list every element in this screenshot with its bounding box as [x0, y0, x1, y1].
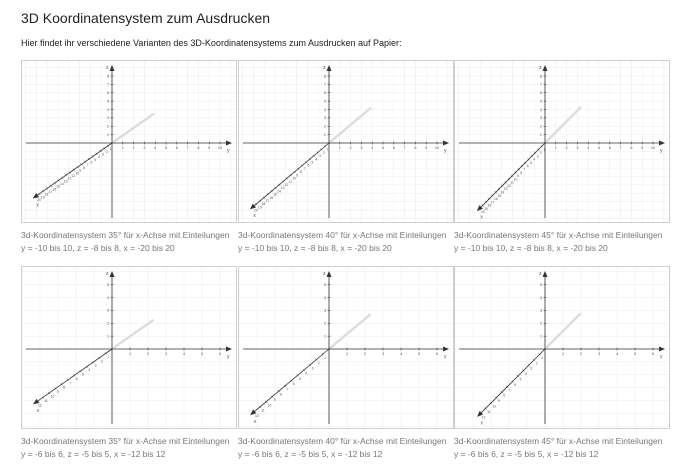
- y-tick-label: 10: [434, 146, 440, 150]
- x-tick-label: 3: [94, 363, 97, 368]
- y-axis-letter: y: [227, 148, 230, 154]
- y-tick-label: 5: [597, 146, 601, 150]
- y-tick-label: 3: [360, 146, 363, 150]
- x-axis: [479, 349, 545, 415]
- coordinate-system-thumbnail[interactable]: [238, 60, 454, 223]
- x-tick-label: 19: [484, 206, 488, 211]
- coordinate-system-thumbnail[interactable]: [238, 266, 454, 429]
- x-tick-label: 3: [311, 366, 314, 371]
- grid: [455, 267, 669, 428]
- x-tick-label: 11: [510, 180, 514, 185]
- x-tick-label: 11: [487, 409, 491, 414]
- z-tick-label: 3: [539, 308, 542, 313]
- x-tick-label: 10: [513, 177, 518, 182]
- x-tick-label: 2: [539, 151, 542, 156]
- z-tick-label: 5: [323, 283, 326, 288]
- page-title: 3D Koordinatensystem zum Ausdrucken: [21, 10, 271, 26]
- card-caption: [454, 435, 670, 461]
- x-tick-label: 13: [63, 179, 68, 184]
- x-tick-label: 18: [44, 192, 49, 197]
- y-tick-label: 8: [630, 146, 633, 150]
- y-tick-label: 4: [371, 146, 374, 150]
- caption-ranges: y = -6 bis 6, z = -5 bis 5, x = -12 bis 12: [238, 449, 383, 459]
- x-tick-label: 6: [90, 160, 93, 165]
- x-tick-label: 1: [107, 354, 110, 359]
- x-tick-label: 15: [497, 193, 502, 198]
- x-tick-label: 11: [261, 408, 265, 413]
- x-tick-label: 1: [543, 147, 546, 152]
- y-tick-label: 3: [143, 146, 146, 150]
- x-tick-label: 9: [79, 168, 81, 173]
- x-tick-label: 1: [541, 355, 543, 360]
- y-axis-letter: y: [444, 354, 447, 360]
- x-tick-label: 19: [257, 205, 262, 210]
- y-tick-label: 4: [154, 146, 157, 150]
- z-tick-label: 2: [323, 124, 326, 129]
- z-tick-label: 4: [106, 295, 109, 300]
- x-tick-label: 8: [520, 170, 523, 175]
- y-tick-label: 1: [561, 352, 565, 356]
- caption-title: 3d-Koordinatensystem 40° für x-Achse mit Einteilungen: [238, 230, 447, 240]
- x-tick-label: 10: [267, 403, 272, 408]
- z-tick-label: 1: [539, 132, 542, 137]
- x-tick-label: 12: [255, 413, 259, 418]
- z-axis-letter: z: [323, 65, 326, 71]
- x-tick-label: 14: [500, 190, 505, 195]
- caption-title: 3d-Koordinatensystem 45° für x-Achse mit Einteilungen: [454, 436, 663, 446]
- grid: [455, 61, 669, 222]
- caption-ranges: y = -10 bis 10, z = -8 bis 8, x = -20 bis 20: [21, 243, 175, 253]
- z-tick-label: 1: [539, 334, 542, 339]
- coordinate-system-card[interactable]: [238, 266, 454, 461]
- x-tick-label: 8: [503, 393, 506, 398]
- x-tick-label: 5: [94, 157, 97, 162]
- z-tick-label: 4: [539, 107, 542, 112]
- x-tick-label: 6: [514, 382, 516, 387]
- x-axis-letter: x: [480, 214, 483, 221]
- card-caption: [21, 229, 237, 255]
- x-tick-label: 7: [508, 388, 511, 393]
- y-tick-label: 10: [650, 146, 656, 150]
- caption-ranges: y = -6 bis 6, z = -5 bis 5, x = -12 bis 12: [21, 449, 166, 459]
- z-tick-label: 1: [323, 334, 326, 339]
- caption-ranges: y = -10 bis 10, z = -8 bis 8, x = -20 bis 20: [238, 243, 392, 253]
- z-tick-label: 4: [323, 295, 326, 300]
- x-tick-label: 8: [280, 392, 283, 397]
- z-tick-label: 8: [539, 74, 542, 79]
- z-tick-label: 1: [106, 132, 109, 137]
- x-axis-letter: x: [36, 408, 40, 415]
- z-tick-label: 8: [323, 74, 326, 79]
- x-tick-label: 1: [109, 147, 112, 152]
- y-tick-label: 6: [608, 146, 611, 150]
- x-tick-label: 4: [524, 372, 527, 377]
- x-tick-label: 4: [88, 368, 91, 373]
- z-axis-arrow: [110, 65, 115, 71]
- x-axis-positive-faint: [329, 314, 371, 349]
- z-tick-label: 1: [323, 132, 326, 137]
- x-tick-label: 17: [490, 200, 495, 205]
- y-tick-label: 2: [132, 146, 135, 150]
- z-tick-label: 4: [323, 107, 326, 112]
- z-axis-letter: z: [539, 271, 542, 277]
- x-tick-label: 7: [303, 166, 306, 171]
- x-tick-label: 11: [71, 173, 75, 178]
- x-tick-label: 10: [292, 176, 297, 181]
- z-tick-label: 5: [539, 283, 542, 288]
- y-tick-label: 5: [417, 352, 421, 356]
- x-tick-label: 10: [50, 394, 55, 399]
- x-tick-label: 6: [526, 164, 529, 169]
- z-axis-letter: z: [539, 65, 542, 71]
- x-tick-label: 8: [299, 170, 302, 175]
- card-caption: [238, 229, 454, 255]
- x-tick-label: 20: [480, 210, 485, 215]
- x-tick-label: 10: [75, 171, 80, 176]
- y-tick-label: 3: [597, 352, 601, 356]
- y-tick-label: 8: [414, 146, 417, 150]
- x-tick-label: 7: [86, 163, 89, 168]
- x-tick-label: 5: [519, 377, 522, 382]
- coordinate-system-diagram: [22, 61, 236, 222]
- x-tick-label: 17: [48, 190, 53, 195]
- x-tick-label: 20: [37, 198, 41, 203]
- y-tick-label: 2: [146, 352, 150, 356]
- x-tick-label: 2: [100, 359, 103, 364]
- y-axis-arrow: [443, 347, 449, 352]
- y-tick-label: 2: [363, 352, 367, 356]
- x-tick-label: 5: [82, 372, 84, 377]
- x-axis-letter: x: [36, 202, 39, 209]
- z-tick-label: 3: [323, 308, 326, 313]
- x-axis-positive-faint: [112, 320, 154, 349]
- x-axis-letter: x: [253, 418, 257, 425]
- x-tick-label: 7: [286, 387, 289, 392]
- x-tick-label: 2: [535, 361, 538, 366]
- grid: [22, 61, 236, 222]
- x-tick-label: 4: [98, 155, 101, 160]
- x-axis-letter: x: [253, 213, 256, 220]
- x-tick-label: 9: [273, 398, 276, 403]
- y-tick-label: 9: [208, 146, 211, 150]
- x-tick-label: 12: [284, 182, 289, 187]
- z-axis-letter: z: [106, 65, 109, 71]
- y-tick-label: 7: [403, 146, 406, 150]
- card-caption: [454, 229, 670, 255]
- y-tick-label: 5: [381, 146, 385, 150]
- coordinate-system-diagram: [239, 267, 453, 428]
- coordinate-system-diagram: [22, 267, 236, 428]
- z-tick-label: 2: [106, 321, 109, 326]
- x-tick-label: 15: [273, 192, 277, 197]
- x-tick-label: 5: [299, 376, 301, 381]
- coordinate-system-card[interactable]: [454, 60, 670, 255]
- caption-title: 3d-Koordinatensystem 35° für x-Achse mit Einteilungen: [21, 230, 230, 240]
- x-tick-label: 18: [487, 203, 492, 208]
- y-tick-label: 4: [182, 352, 186, 356]
- z-tick-label: 5: [106, 283, 109, 288]
- x-tick-label: 19: [40, 195, 45, 200]
- card-caption: [238, 435, 454, 461]
- z-axis-letter: z: [106, 271, 109, 277]
- x-tick-label: 10: [492, 404, 497, 409]
- x-tick-label: 3: [319, 154, 321, 159]
- x-tick-label: 9: [497, 399, 500, 404]
- x-tick-label: 4: [315, 157, 318, 162]
- x-tick-label: 4: [305, 371, 308, 376]
- y-tick-label: 4: [615, 352, 619, 356]
- y-tick-label: 6: [218, 352, 222, 356]
- z-tick-label: 6: [323, 91, 326, 96]
- y-tick-label: 1: [345, 352, 349, 356]
- y-axis-arrow: [226, 347, 232, 352]
- x-tick-label: 12: [38, 403, 42, 408]
- z-tick-label: 5: [539, 99, 542, 104]
- y-tick-label: 4: [587, 146, 590, 150]
- x-tick-label: 3: [530, 366, 533, 371]
- z-tick-label: 6: [539, 91, 542, 96]
- coordinate-system-diagram: [455, 267, 669, 428]
- z-axis-arrow: [327, 65, 332, 71]
- x-tick-label: 2: [322, 150, 325, 155]
- y-tick-label: 6: [175, 146, 178, 150]
- x-tick-label: 6: [75, 376, 78, 381]
- x-tick-label: 12: [67, 176, 72, 181]
- z-tick-label: 3: [106, 308, 109, 313]
- y-tick-label: 1: [128, 352, 132, 356]
- y-axis-letter: y: [660, 354, 663, 360]
- x-tick-label: 12: [507, 183, 511, 188]
- y-tick-label: 8: [197, 146, 200, 150]
- z-tick-label: 7: [106, 82, 109, 87]
- z-tick-label: 5: [323, 99, 326, 104]
- x-tick-label: 11: [44, 398, 48, 403]
- y-tick-label: 6: [651, 352, 655, 356]
- coordinate-system-thumbnail[interactable]: [21, 266, 237, 429]
- z-tick-label: 1: [106, 334, 109, 339]
- x-tick-label: 5: [311, 160, 314, 165]
- x-tick-label: 13: [503, 187, 508, 192]
- intro-text: Hier findet ihr verschiedene Varianten des 3D-Koordinatensystems zum Ausdrucken auf Papier:: [21, 38, 402, 48]
- x-tick-label: 2: [317, 361, 320, 366]
- x-tick-label: 5: [530, 160, 532, 165]
- y-tick-label: 1: [554, 146, 557, 150]
- coordinate-system-thumbnail[interactable]: [454, 60, 670, 223]
- y-tick-label: 5: [633, 352, 637, 356]
- y-tick-label: 2: [349, 146, 352, 150]
- y-tick-label: 6: [435, 352, 439, 356]
- x-tick-label: 4: [533, 157, 536, 162]
- coordinate-system-thumbnail[interactable]: [454, 266, 670, 429]
- x-tick-label: 3: [102, 152, 104, 157]
- z-tick-label: 6: [106, 91, 109, 96]
- y-tick-label: 7: [619, 146, 622, 150]
- x-tick-label: 2: [105, 149, 108, 154]
- coordinate-system-card[interactable]: [21, 60, 237, 255]
- card-caption: [21, 435, 237, 461]
- x-tick-label: 8: [63, 385, 66, 390]
- z-tick-label: 3: [323, 116, 326, 121]
- x-tick-label: 16: [52, 187, 57, 192]
- x-tick-label: 18: [261, 202, 266, 207]
- x-tick-label: 16: [493, 197, 498, 202]
- y-axis-letter: y: [227, 354, 230, 360]
- x-tick-label: 1: [326, 147, 329, 152]
- x-axis-letter: x: [480, 420, 484, 427]
- y-tick-label: 9: [425, 146, 428, 150]
- y-tick-label: 6: [392, 146, 395, 150]
- y-tick-label: 5: [200, 352, 204, 356]
- x-tick-label: 9: [516, 174, 519, 179]
- x-tick-label: 6: [292, 382, 295, 387]
- x-tick-label: 12: [481, 415, 486, 420]
- x-tick-label: 9: [296, 173, 298, 178]
- x-tick-label: 15: [56, 184, 60, 189]
- z-tick-label: 7: [539, 82, 542, 87]
- z-tick-label: 2: [323, 321, 326, 326]
- y-tick-label: 1: [121, 146, 124, 150]
- y-tick-label: 3: [381, 352, 385, 356]
- z-tick-label: 3: [539, 116, 542, 121]
- grid: [22, 267, 236, 428]
- x-tick-label: 8: [82, 165, 85, 170]
- y-tick-label: 10: [217, 146, 223, 150]
- coordinate-system-diagram: [455, 61, 669, 222]
- caption-ranges: y = -10 bis 10, z = -8 bis 8, x = -20 bis 20: [454, 243, 608, 253]
- x-tick-label: 14: [276, 189, 281, 194]
- x-tick-label: 14: [59, 181, 64, 186]
- x-tick-label: 7: [69, 381, 72, 386]
- z-axis-letter: z: [323, 271, 326, 277]
- coordinate-system-thumbnail[interactable]: [21, 60, 237, 223]
- x-axis-positive-faint: [329, 108, 371, 143]
- y-axis-letter: y: [444, 148, 447, 154]
- y-tick-label: 7: [186, 146, 189, 150]
- coordinate-system-diagram: [239, 61, 453, 222]
- y-tick-label: 2: [579, 352, 583, 356]
- coordinate-system-card[interactable]: [21, 266, 237, 461]
- x-tick-label: 3: [536, 154, 539, 159]
- x-tick-label: 16: [269, 195, 274, 200]
- z-tick-label: 7: [323, 82, 326, 87]
- caption-title: 3d-Koordinatensystem 40° für x-Achse mit Einteilungen: [238, 436, 447, 446]
- z-axis-arrow: [543, 65, 548, 71]
- coordinate-system-card[interactable]: [238, 60, 454, 255]
- z-tick-label: 4: [539, 295, 542, 300]
- x-tick-label: 20: [254, 208, 258, 213]
- x-axis: [35, 349, 112, 403]
- x-axis-positive-faint: [545, 107, 581, 143]
- z-tick-label: 8: [106, 74, 109, 79]
- x-tick-label: 6: [307, 163, 310, 168]
- y-tick-label: 9: [641, 146, 644, 150]
- caption-ranges: y = -6 bis 6, z = -5 bis 5, x = -12 bis 12: [454, 449, 599, 459]
- x-tick-label: 11: [288, 179, 292, 184]
- x-tick-label: 1: [324, 355, 327, 360]
- y-tick-label: 3: [164, 352, 168, 356]
- caption-title: 3d-Koordinatensystem 35° für x-Achse mit Einteilungen: [21, 436, 230, 446]
- z-tick-label: 2: [106, 124, 109, 129]
- y-axis-letter: y: [660, 148, 663, 154]
- y-tick-label: 2: [565, 146, 568, 150]
- coordinate-system-card[interactable]: [454, 266, 670, 461]
- caption-title: 3d-Koordinatensystem 45° für x-Achse mit Einteilungen: [454, 230, 663, 240]
- x-tick-label: 9: [56, 390, 59, 395]
- x-tick-label: 7: [523, 167, 526, 172]
- z-tick-label: 3: [106, 116, 109, 121]
- y-axis-arrow: [659, 347, 665, 352]
- y-tick-label: 1: [338, 146, 341, 150]
- z-tick-label: 2: [539, 321, 542, 326]
- z-tick-label: 4: [106, 107, 109, 112]
- x-tick-label: 13: [280, 186, 285, 191]
- x-axis: [252, 349, 329, 414]
- y-tick-label: 5: [164, 146, 168, 150]
- z-tick-label: 5: [106, 99, 109, 104]
- x-tick-label: 17: [265, 199, 270, 204]
- y-tick-label: 3: [576, 146, 579, 150]
- z-tick-label: 2: [539, 124, 542, 129]
- y-tick-label: 4: [399, 352, 403, 356]
